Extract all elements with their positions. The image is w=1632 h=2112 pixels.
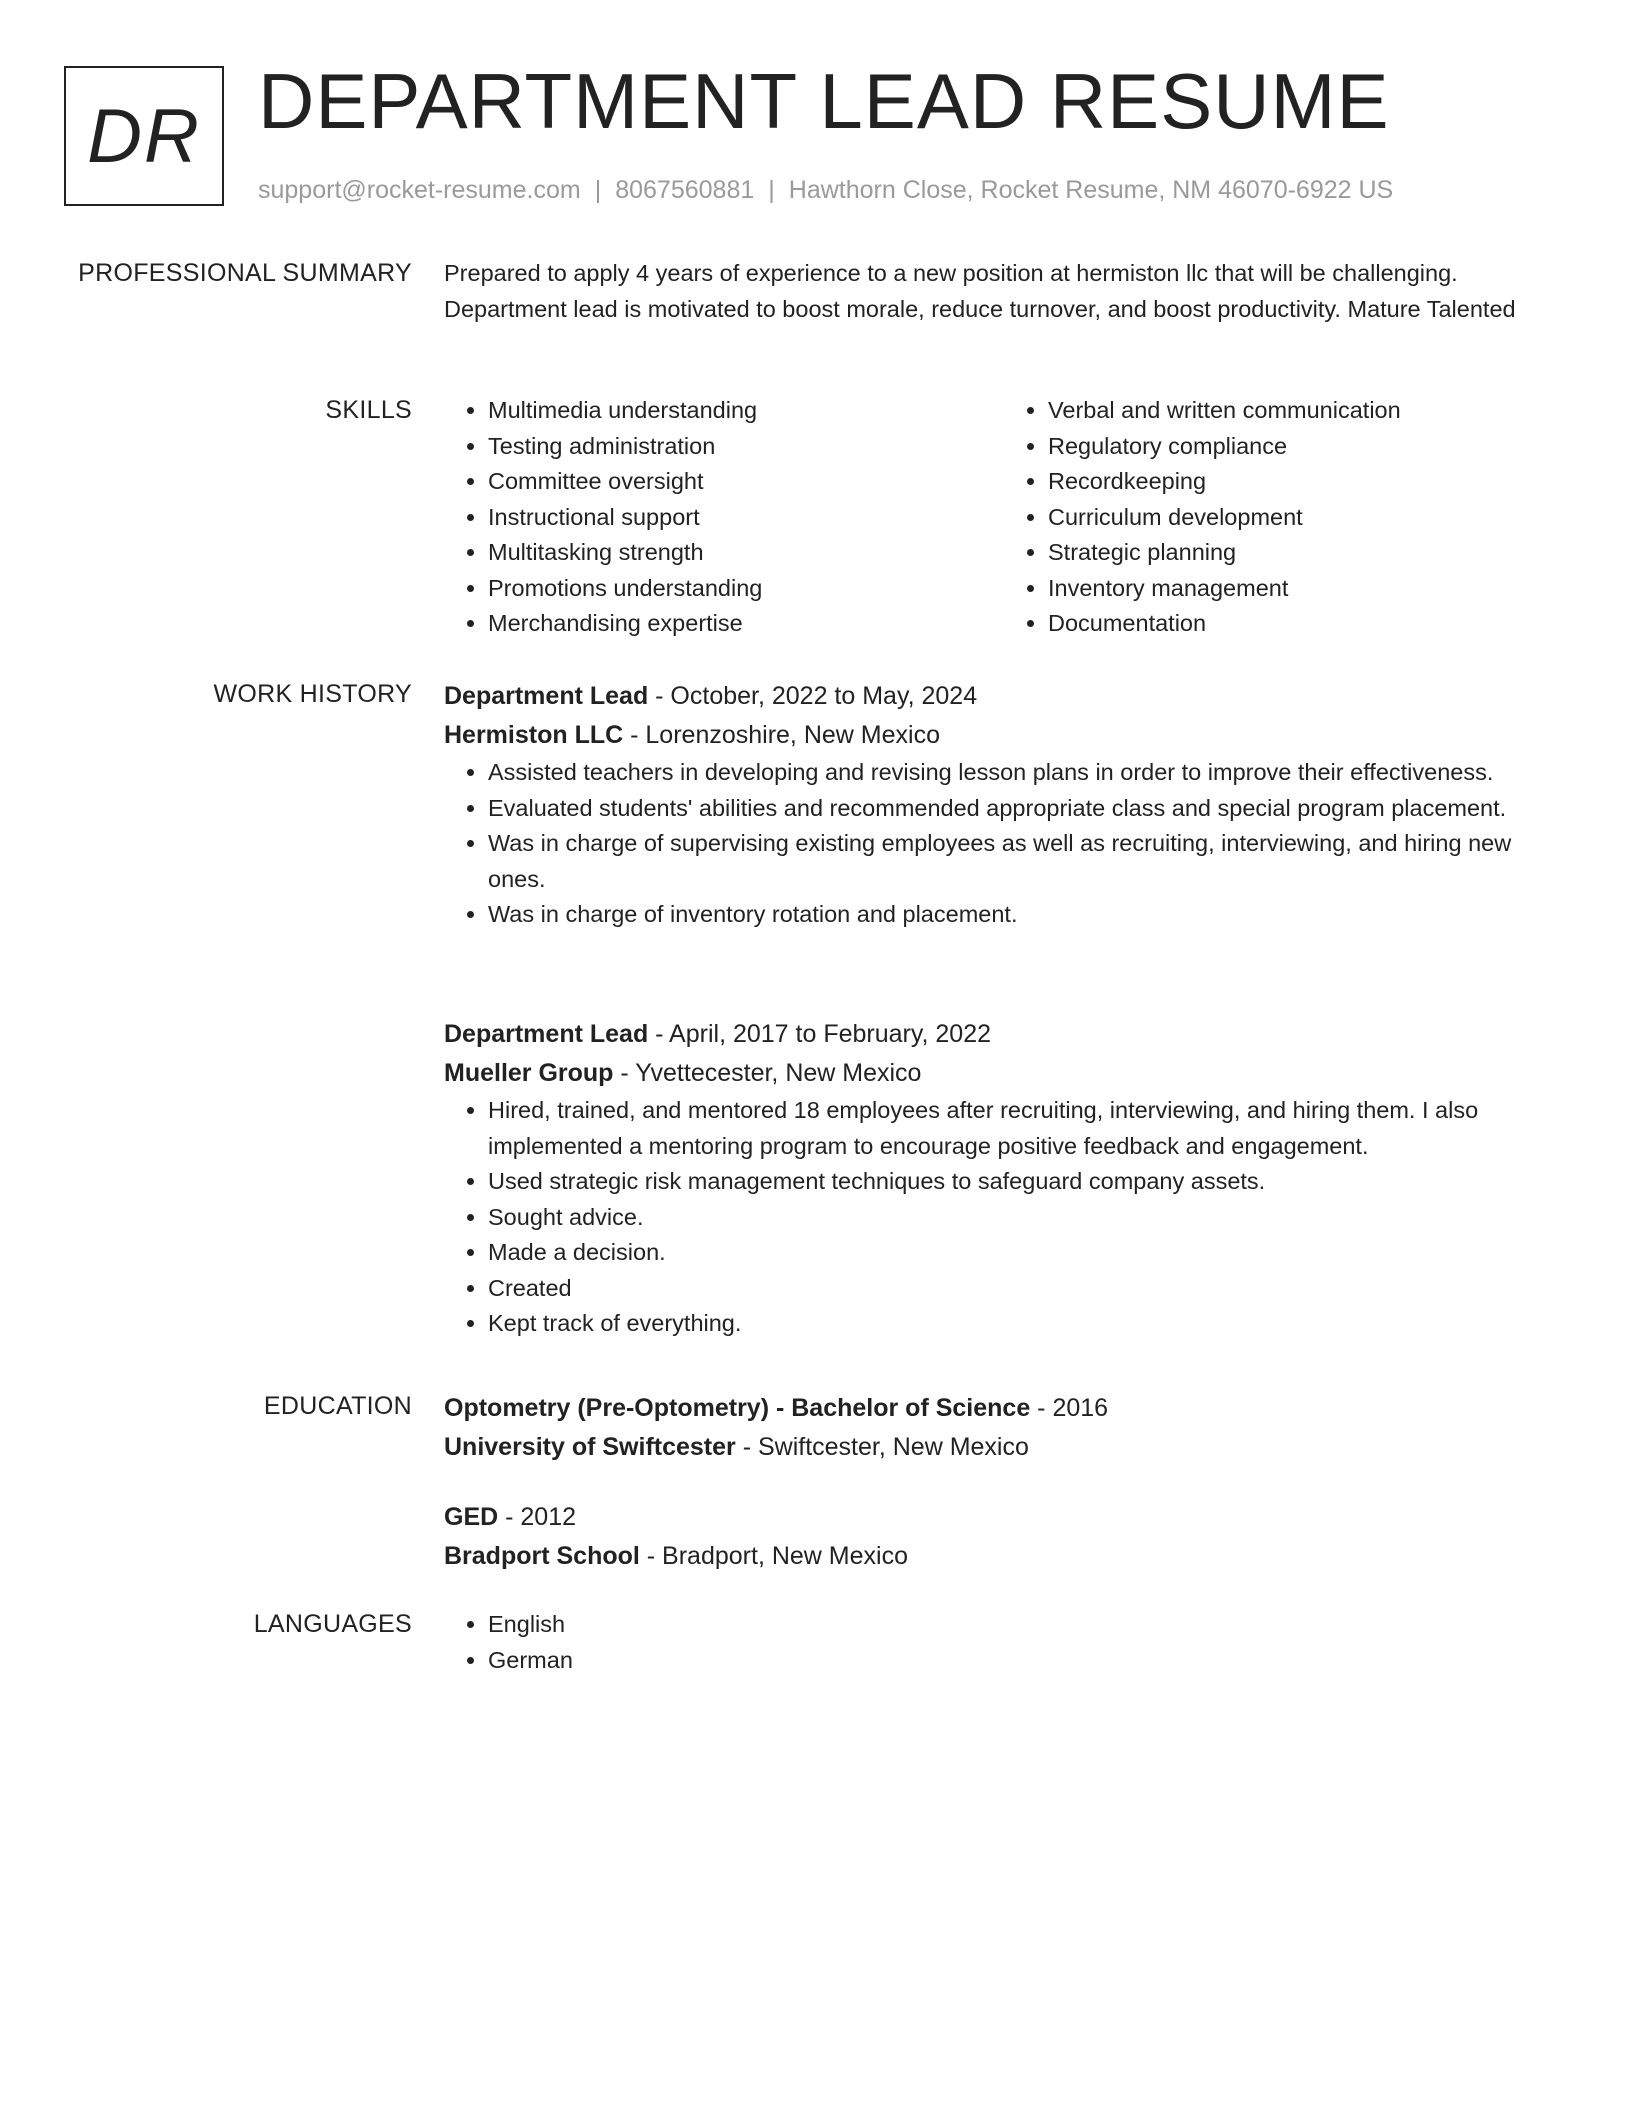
language-item: • German [488, 1643, 1564, 1679]
job-title-line [444, 1015, 1564, 1054]
job-dates: - October, 2022 to May, 2024 [648, 682, 978, 710]
education-year: - 2016 [1030, 1394, 1109, 1422]
section-label-education: EDUCATION [263, 1392, 412, 1420]
skill-item: • Regulatory compliance [1048, 429, 1564, 465]
job-bullet: • Evaluated students' abilities and recommended appropriate class and special program placement. [488, 791, 1564, 827]
skill-item: • Strategic planning [1048, 535, 1564, 571]
education-entry [444, 1498, 1564, 1576]
languages-body [444, 1607, 1564, 1678]
skill-item: • Instructional support [488, 500, 1004, 536]
job-company-line [444, 716, 1564, 755]
education-body [444, 1389, 1564, 1467]
language-item: • English [488, 1607, 1564, 1643]
skill-item: • Merchandising expertise [488, 606, 1004, 642]
job-dates: - April, 2017 to February, 2022 [648, 1020, 992, 1048]
resume-title: DEPARTMENT LEAD RESUME [258, 57, 1390, 145]
skill-item: • Verbal and written communication [1048, 393, 1564, 429]
section-label-languages: LANGUAGES [253, 1610, 412, 1638]
skills-list-left [444, 393, 1004, 642]
skill-item: • Multitasking strength [488, 535, 1004, 571]
section-label-work: WORK HISTORY [213, 680, 412, 708]
job-bullet: • Assisted teachers in developing and revising lesson plans in order to improve their effectiveness. [488, 755, 1564, 791]
education-degree: Optometry (Pre-Optometry) - Bachelor of Science [444, 1394, 1031, 1422]
job-bullet: • Used strategic risk management techniques to safeguard company assets. [488, 1164, 1564, 1200]
job-bullet: • Made a decision. [488, 1235, 1564, 1271]
skill-item: • Multimedia understanding [488, 393, 1004, 429]
skill-item: • Testing administration [488, 429, 1004, 465]
education-degree-line [444, 1389, 1564, 1428]
job-bullet: • Hired, trained, and mentored 18 employees after recruiting, interviewing, and hiring them. I also implemented a mentoring program to encourage positive feedback and engagement. [488, 1093, 1564, 1164]
education-body-2 [444, 1498, 1564, 1576]
skills-body [444, 393, 1564, 642]
contact-email: support@rocket-resume.com [258, 176, 581, 204]
job-bullet: • Was in charge of inventory rotation and placement. [488, 897, 1564, 933]
section-label-summary: PROFESSIONAL SUMMARY [78, 259, 412, 287]
education-school: Bradport School [444, 1542, 640, 1570]
education-location: - Swiftcester, New Mexico [735, 1433, 1029, 1461]
summary-body [444, 256, 1564, 327]
monogram-logo: DR [64, 66, 224, 206]
education-entry [444, 1389, 1564, 1467]
job-bullet: • Kept track of everything. [488, 1306, 1564, 1342]
education-school: University of Swiftcester [444, 1433, 736, 1461]
education-degree-line [444, 1498, 1564, 1537]
education-degree: GED [444, 1503, 499, 1531]
skill-item: • Recordkeeping [1048, 464, 1564, 500]
job-bullets [444, 755, 1564, 933]
job-bullet: • Created [488, 1271, 1564, 1307]
job-title-line [444, 677, 1564, 716]
job-bullet: • Sought advice. [488, 1200, 1564, 1236]
education-location: - Bradport, New Mexico [639, 1542, 908, 1570]
skill-item: • Committee oversight [488, 464, 1004, 500]
contact-phone: 8067560881 [615, 176, 755, 204]
job-company: Hermiston LLC [444, 721, 624, 749]
contact-address: Hawthorn Close, Rocket Resume, NM 46070-6922 US [788, 176, 1394, 204]
skill-item: • Promotions understanding [488, 571, 1004, 607]
work-body-2 [444, 1015, 1564, 1342]
job-entry [444, 677, 1564, 933]
summary-text: Prepared to apply 4 years of experience to a new position at hermiston llc that will be challenging. Department lead is motivated to boost morale, reduce turnover, and boost productivity. Mature Talented [444, 260, 1516, 322]
skill-item: • Inventory management [1048, 571, 1564, 607]
skills-list-right [1004, 393, 1564, 642]
section-label-skills: SKILLS [325, 396, 412, 424]
job-bullets [444, 1093, 1564, 1342]
job-title: Department Lead [444, 682, 649, 710]
contact-line [258, 174, 1393, 206]
skill-item: • Documentation [1048, 606, 1564, 642]
education-school-line [444, 1428, 1564, 1467]
languages-list [444, 1607, 1564, 1678]
education-school-line [444, 1537, 1564, 1576]
contact-separator: | [768, 176, 775, 204]
job-location: - Yvettecester, New Mexico [613, 1059, 922, 1087]
job-entry [444, 1015, 1564, 1342]
job-title: Department Lead [444, 1020, 649, 1048]
skill-item: • Curriculum development [1048, 500, 1564, 536]
contact-separator: | [594, 176, 602, 204]
job-location: - Lorenzoshire, New Mexico [623, 721, 940, 749]
job-company: Mueller Group [444, 1059, 614, 1087]
work-body [444, 677, 1564, 933]
job-bullet: • Was in charge of supervising existing employees as well as recruiting, interviewing, and hiring new ones. [488, 826, 1564, 897]
education-year: - 2012 [498, 1503, 577, 1531]
job-company-line [444, 1054, 1564, 1093]
